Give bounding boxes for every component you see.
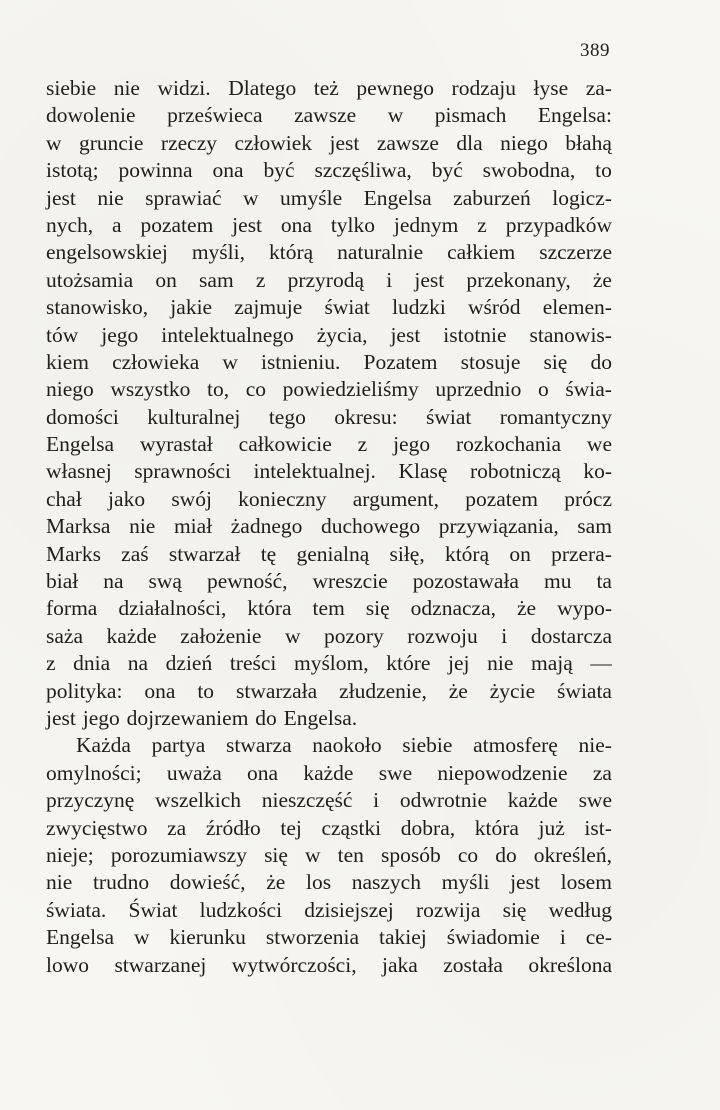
- text-line: jest jego dojrzewaniem do Engelsa.: [46, 705, 358, 730]
- text-line: forma działalności, która tem się odznacza, że wypo-: [46, 596, 612, 621]
- text-line: niego wszystko to, co powiedzieliśmy uprzednio o świa-: [46, 377, 612, 402]
- text-line: chał jako swój konieczny argument, pozatem prócz: [46, 486, 612, 511]
- text-line: z dnia na dzień treści myślom, które jej nie mają —: [46, 651, 612, 676]
- paragraph: [46, 75, 612, 732]
- text-line: utożsamia on sam z przyrodą i jest przekonany, że: [46, 267, 612, 292]
- text-line: w gruncie rzeczy człowiek jest zawsze dla niego błahą: [46, 130, 612, 155]
- text-line: tów jego intelektualnego życia, jest istotnie stanowis-: [46, 322, 612, 347]
- text-line: własnej sprawności intelektualnej. Klasę robotniczą ko-: [46, 459, 612, 484]
- text-line: Każda partya stwarza naokoło siebie atmosferę nie-: [76, 733, 612, 758]
- text-line: omylności; uważa ona każde swe niepowodzenie za: [46, 760, 612, 785]
- text-line: stanowisko, jakie zajmuje świat ludzki wśród elemen-: [46, 295, 612, 320]
- text-line: przyczynę wszelkich nieszczęść i odwrotnie każde swe: [46, 788, 612, 813]
- text-line: biał na swą pewność, wreszcie pozostawała mu ta: [46, 569, 612, 594]
- text-line: świata. Świat ludzkości dzisiejszej rozwija się według: [46, 897, 612, 922]
- text-line: jest nie sprawiać w umyśle Engelsa zaburzeń logicz-: [46, 185, 612, 210]
- text-line: kiem człowieka w istnieniu. Pozatem stosuje się do: [46, 349, 612, 374]
- text-line: Marks zaś stwarzał tę genialną siłę, którą on przera-: [46, 541, 612, 566]
- text-line: lowo stwarzanej wytwórczości, jaka została określona: [46, 952, 612, 977]
- text-line: saża każde założenie w pozory rozwoju i dostarcza: [46, 623, 612, 648]
- paragraph: [46, 732, 612, 979]
- body-text: [46, 75, 612, 979]
- text-line: nych, a pozatem jest ona tylko jednym z przypadków: [46, 212, 612, 237]
- text-line: Marksa nie miał żadnego duchowego przywiązania, sam: [46, 514, 612, 539]
- text-line: nieje; porozumiawszy się w ten sposób co do określeń,: [46, 842, 612, 867]
- text-line: Engelsa wyrastał całkowicie z jego rozkochania we: [46, 432, 612, 457]
- text-line: engelsowskiej myśli, którą naturalnie całkiem szczerze: [46, 240, 612, 265]
- text-line: Engelsa w kierunku stworzenia takiej świadomie i ce-: [46, 925, 612, 950]
- text-line: domości kulturalnej tego okresu: świat romantyczny: [46, 404, 612, 429]
- text-line: siebie nie widzi. Dlatego też pewnego rodzaju łyse za-: [46, 76, 612, 100]
- text-line: dowolenie prześwieca zawsze w pismach Engelsa:: [46, 103, 612, 128]
- text-line: zwycięstwo za źródło tej cząstki dobra, która już ist-: [46, 815, 612, 840]
- text-line: nie trudno dowieść, że los naszych myśli jest losem: [46, 870, 612, 895]
- page-number: 389: [580, 40, 610, 61]
- text-line: polityka: ona to stwarzała złudzenie, że życie świata: [46, 678, 612, 703]
- text-line: istotą; powinna ona być szczęśliwa, być swobodna, to: [46, 158, 612, 183]
